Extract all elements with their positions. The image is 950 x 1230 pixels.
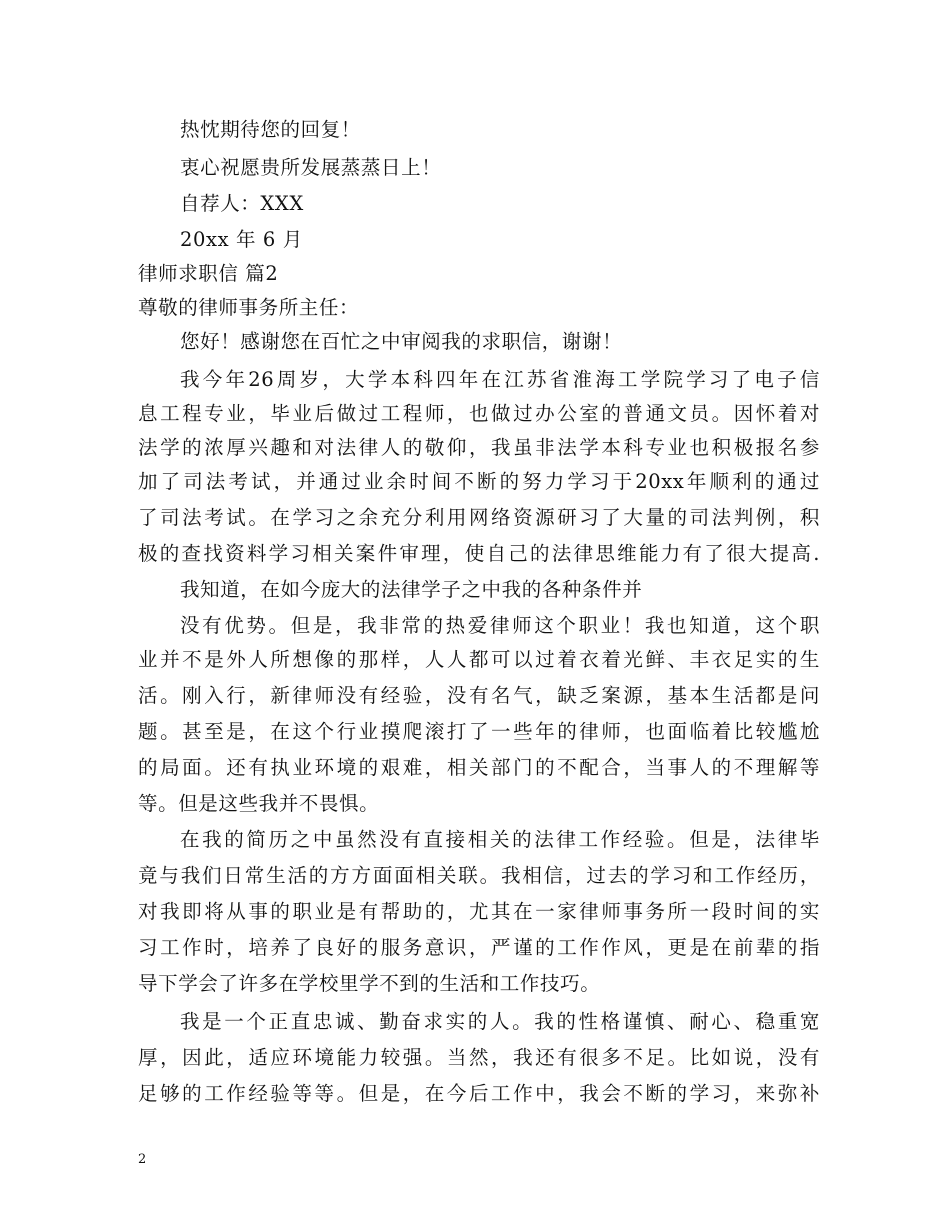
paragraph-line: 等。但是这些我并不畏惧。 [138, 792, 380, 815]
paragraph-line: 题。甚至是，在这个行业摸爬滚打了一些年的律师，也面临着比较尴尬 [138, 720, 820, 743]
closing-line-2: 衷心祝愿贵所发展蒸蒸日上！ [180, 156, 442, 179]
paragraph-line: 没有优势。但是，我非常的热爱律师这个职业！我也知道，这个职 [180, 614, 820, 637]
paragraph-line: 了司法考试。在学习之余充分利用网络资源研习了大量的司法判例，积 [138, 506, 820, 529]
section-title: 律师求职信 篇2 [138, 262, 279, 285]
paragraph-line: 法学的浓厚兴趣和对法律人的敬仰，我虽非法学本科专业也积极报名参 [138, 436, 820, 459]
paragraph-line: 加了司法考试，并通过业余时间不断的努力学习于20xx年顺利的通过 [138, 470, 820, 493]
paragraph-line: 活。刚入行，新律师没有经验，没有名气，缺乏案源，基本生活都是问 [138, 684, 820, 707]
paragraph-line: 的局面。还有执业环境的艰难，相关部门的不配合，当事人的不理解等 [138, 756, 820, 779]
date-line: 20xx 年 6 月 [180, 228, 303, 251]
paragraph-line: 业并不是外人所想像的那样，人人都可以过着衣着光鲜、丰衣足实的生 [138, 648, 820, 671]
signature-line: 自荐人：XXX [180, 192, 304, 215]
paragraph-line: 足够的工作经验等等。但是，在今后工作中，我会不断的学习，来弥补 [138, 1082, 820, 1105]
paragraph-line: 在我的简历之中虽然没有直接相关的法律工作经验。但是，法律毕 [180, 828, 820, 851]
paragraph-line: 导下学会了许多在学校里学不到的生活和工作技巧。 [138, 972, 601, 995]
paragraph-line: 对我即将从事的职业是有帮助的，尤其在一家律师事务所一段时间的实 [138, 900, 820, 923]
page-number: 2 [138, 1152, 147, 1167]
closing-line-1: 热忱期待您的回复！ [180, 118, 361, 141]
paragraph-line: 极的查找资料学习相关案件审理，使自己的法律思维能力有了很大提高. [138, 542, 820, 565]
paragraph-line: 息工程专业，毕业后做过工程师，也做过办公室的普通文员。因怀着对 [138, 402, 820, 425]
paragraph-line: 竟与我们日常生活的方方面面相关联。我相信，过去的学习和工作经历， [138, 864, 820, 887]
salutation: 尊敬的律师事务所主任： [138, 296, 360, 319]
paragraph-line: 我今年26周岁，大学本科四年在江苏省淮海工学院学习了电子信 [180, 368, 820, 391]
paragraph-line: 我知道，在如今庞大的法律学子之中我的各种条件并 [180, 578, 643, 601]
paragraph-line: 厚，因此，适应环境能力较强。当然，我还有很多不足。比如说，没有 [138, 1046, 820, 1069]
paragraph-line: 习工作时，培养了良好的服务意识，严谨的工作作风，更是在前辈的指 [138, 936, 820, 959]
paragraph-line: 我是一个正直忠诚、勤奋求实的人。我的性格谨慎、耐心、稳重宽 [180, 1010, 820, 1033]
greeting-line: 您好！感谢您在百忙之中审阅我的求职信，谢谢！ [180, 330, 623, 353]
